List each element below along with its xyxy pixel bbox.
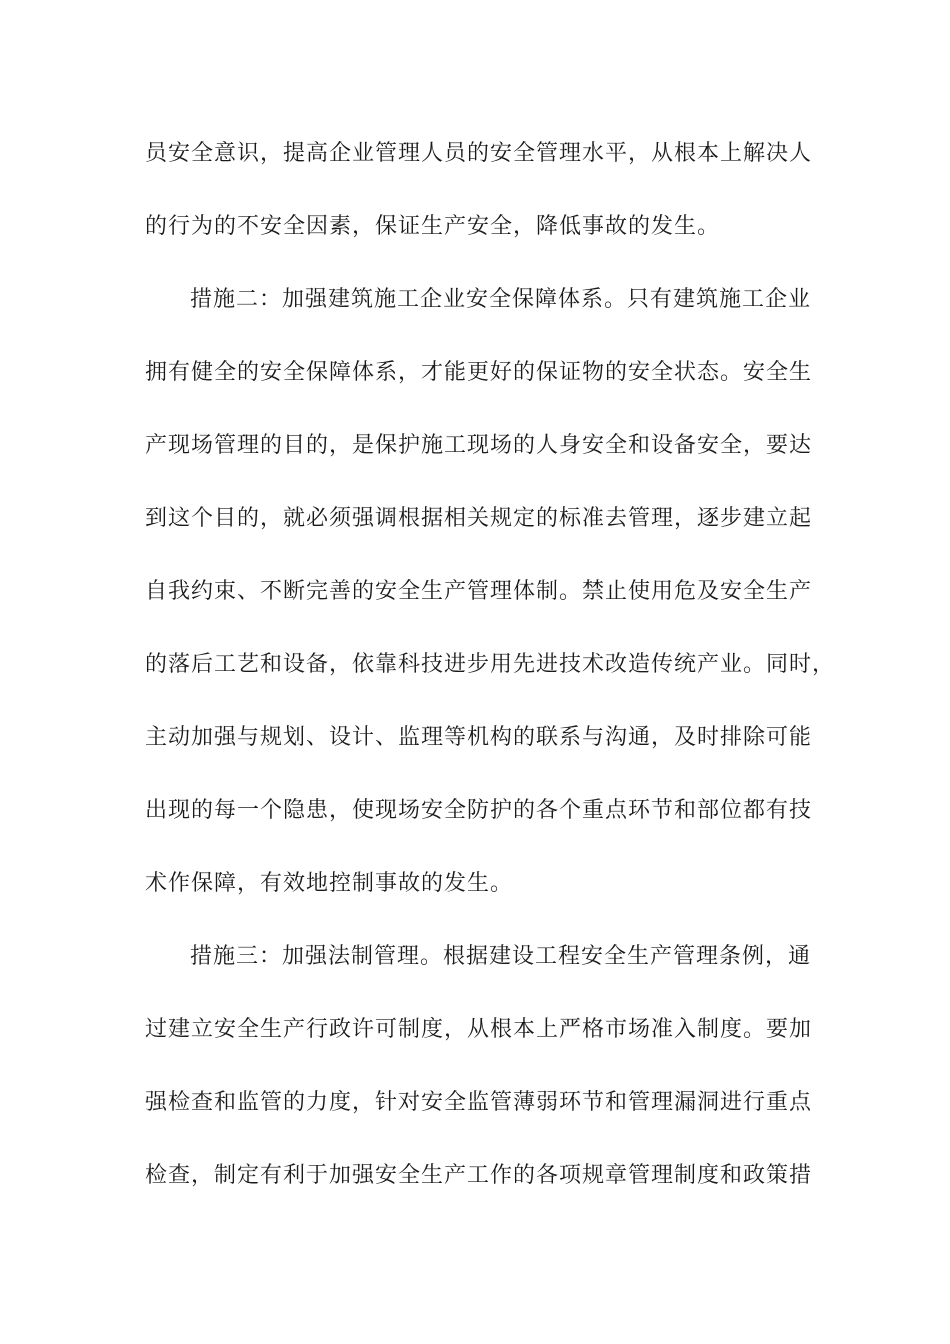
text-line: 产现场管理的目的，是保护施工现场的人身安全和设备安全，要达 bbox=[145, 433, 813, 458]
text-line: 主动加强与规划、设计、监理等机构的联系与沟通，及时排除可能 bbox=[145, 725, 813, 750]
text-line: 自我约束、不断完善的安全生产管理体制。禁止使用危及安全生产 bbox=[145, 579, 813, 604]
text-line: 的落后工艺和设备，依靠科技进步用先进技术改造传统产业。同时， bbox=[145, 652, 836, 677]
paragraph-start-line: 措施三：加强法制管理。根据建设工程安全生产管理条例，通 bbox=[190, 944, 812, 969]
text-line: 的行为的不安全因素，保证生产安全，降低事故的发生。 bbox=[145, 214, 721, 239]
text-line: 到这个目的，就必须强调根据相关规定的标准去管理，逐步建立起 bbox=[145, 506, 813, 531]
text-line: 员安全意识，提高企业管理人员的安全管理水平，从根本上解决人 bbox=[145, 141, 813, 166]
text-line: 检查，制定有利于加强安全生产工作的各项规章管理制度和政策措 bbox=[145, 1163, 813, 1188]
text-line: 强检查和监管的力度，针对安全监管薄弱环节和管理漏洞进行重点 bbox=[145, 1090, 813, 1115]
text-line: 过建立安全生产行政许可制度，从根本上严格市场准入制度。要加 bbox=[145, 1017, 813, 1042]
text-line: 拥有健全的安全保障体系，才能更好的保证物的安全状态。安全生 bbox=[145, 360, 813, 385]
text-line: 术作保障，有效地控制事故的发生。 bbox=[145, 871, 514, 896]
paragraph-start-line: 措施二：加强建筑施工企业安全保障体系。只有建筑施工企业 bbox=[190, 287, 812, 312]
text-line: 出现的每一个隐患，使现场安全防护的各个重点环节和部位都有技 bbox=[145, 798, 813, 823]
